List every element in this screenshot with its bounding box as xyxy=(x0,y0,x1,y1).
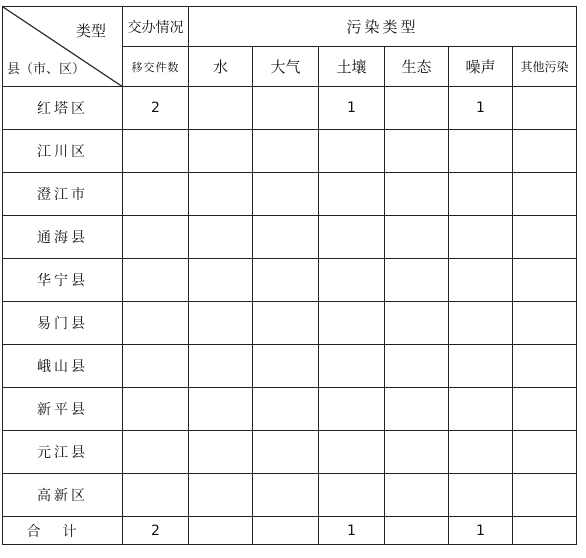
pollution-count-cell xyxy=(319,431,385,474)
county-name: 澄江市 xyxy=(3,173,123,216)
pollution-count-cell xyxy=(253,259,319,302)
pollution-count-cell xyxy=(513,302,577,345)
pollution-count-cell xyxy=(189,130,253,173)
pollution-count-cell xyxy=(189,517,253,545)
pollution-count-cell xyxy=(319,130,385,173)
pollution-count-cell xyxy=(385,517,449,545)
table-row xyxy=(3,302,577,345)
header-category-other: 其他污染 xyxy=(513,47,577,87)
pollution-count-cell xyxy=(189,259,253,302)
pollution-count-cell xyxy=(513,431,577,474)
pollution-count-cell xyxy=(319,216,385,259)
pollution-count-cell xyxy=(449,474,513,517)
transfer-count-cell xyxy=(123,474,189,517)
pollution-count-cell xyxy=(385,431,449,474)
pollution-count-cell xyxy=(189,474,253,517)
pollution-count-cell xyxy=(253,388,319,431)
pollution-count-cell: 1 xyxy=(319,517,385,545)
pollution-count-cell xyxy=(449,388,513,431)
pollution-count-cell xyxy=(385,173,449,216)
header-category-ecology: 生态 xyxy=(385,47,449,87)
pollution-count-cell xyxy=(253,431,319,474)
header-category-air: 大气 xyxy=(253,47,319,87)
pollution-count-cell xyxy=(189,302,253,345)
transfer-count-cell xyxy=(123,130,189,173)
transfer-count-cell xyxy=(123,173,189,216)
pollution-count-cell xyxy=(449,130,513,173)
pollution-count-cell xyxy=(253,87,319,130)
county-name: 峨山县 xyxy=(3,345,123,388)
table-row xyxy=(3,388,577,431)
county-name: 高新区 xyxy=(3,474,123,517)
pollution-count-cell xyxy=(189,216,253,259)
pollution-count-cell xyxy=(449,302,513,345)
pollution-count-cell xyxy=(385,388,449,431)
pollution-count-cell xyxy=(449,345,513,388)
pollution-count-cell xyxy=(253,302,319,345)
pollution-count-cell xyxy=(253,474,319,517)
pollution-table xyxy=(2,6,577,545)
table-row xyxy=(3,431,577,474)
transfer-count-cell xyxy=(123,216,189,259)
transfer-count-cell xyxy=(123,345,189,388)
transfer-count-cell xyxy=(123,259,189,302)
transfer-count-cell: 2 xyxy=(123,87,189,130)
pollution-count-cell xyxy=(385,259,449,302)
total-row-label: 合计 xyxy=(3,517,123,545)
table-row xyxy=(3,173,577,216)
pollution-count-cell xyxy=(449,216,513,259)
pollution-count-cell xyxy=(385,87,449,130)
pollution-count-cell xyxy=(385,345,449,388)
pollution-count-cell xyxy=(319,345,385,388)
pollution-count-cell xyxy=(513,388,577,431)
header-category-noise: 噪声 xyxy=(449,47,513,87)
diagonal-header-cell xyxy=(3,7,123,87)
pollution-count-cell xyxy=(513,87,577,130)
pollution-count-cell xyxy=(513,173,577,216)
header-county-label: 县（市、区） xyxy=(7,62,86,77)
table-row xyxy=(3,345,577,388)
pollution-count-cell xyxy=(385,130,449,173)
pollution-count-cell xyxy=(253,345,319,388)
pollution-count-cell xyxy=(513,517,577,545)
pollution-count-cell xyxy=(385,474,449,517)
pollution-count-cell xyxy=(513,259,577,302)
table-row xyxy=(3,259,577,302)
pollution-count-cell xyxy=(513,474,577,517)
county-name: 江川区 xyxy=(3,130,123,173)
pollution-count-cell xyxy=(319,302,385,345)
pollution-count-cell xyxy=(189,345,253,388)
pollution-count-cell xyxy=(319,259,385,302)
pollution-count-cell xyxy=(449,259,513,302)
pollution-count-cell xyxy=(319,173,385,216)
table-row xyxy=(3,216,577,259)
header-pollution-types: 污染类型 xyxy=(189,7,577,47)
pollution-count-cell xyxy=(319,474,385,517)
pollution-count-cell xyxy=(189,388,253,431)
pollution-count-cell xyxy=(385,302,449,345)
table-row xyxy=(3,517,577,545)
county-name: 元江县 xyxy=(3,431,123,474)
header-category-water: 水 xyxy=(189,47,253,87)
table-row xyxy=(3,87,577,130)
table-row xyxy=(3,474,577,517)
pollution-count-cell xyxy=(253,173,319,216)
county-name: 易门县 xyxy=(3,302,123,345)
pollution-count-cell xyxy=(253,517,319,545)
pollution-count-cell xyxy=(253,216,319,259)
table-row xyxy=(3,130,577,173)
pollution-count-cell xyxy=(513,216,577,259)
pollution-count-cell xyxy=(189,173,253,216)
county-name: 华宁县 xyxy=(3,259,123,302)
pollution-count-cell xyxy=(449,173,513,216)
pollution-count-cell: 1 xyxy=(319,87,385,130)
pollution-count-cell xyxy=(189,431,253,474)
transfer-count-cell xyxy=(123,431,189,474)
header-type-label: 类型 xyxy=(75,22,106,40)
header-handling: 交办情况 xyxy=(123,7,189,47)
pollution-count-cell xyxy=(449,431,513,474)
transfer-count-cell: 2 xyxy=(123,517,189,545)
header-category-soil: 土壤 xyxy=(319,47,385,87)
pollution-count-cell xyxy=(385,216,449,259)
header-transfer-count: 移交件数 xyxy=(123,47,189,87)
transfer-count-cell xyxy=(123,388,189,431)
pollution-count-cell: 1 xyxy=(449,87,513,130)
pollution-table-container xyxy=(2,6,577,545)
pollution-count-cell xyxy=(189,87,253,130)
county-name: 红塔区 xyxy=(3,87,123,130)
county-name: 通海县 xyxy=(3,216,123,259)
pollution-count-cell xyxy=(319,388,385,431)
transfer-count-cell xyxy=(123,302,189,345)
pollution-count-cell xyxy=(253,130,319,173)
pollution-count-cell xyxy=(513,130,577,173)
county-name: 新平县 xyxy=(3,388,123,431)
pollution-count-cell: 1 xyxy=(449,517,513,545)
pollution-count-cell xyxy=(513,345,577,388)
